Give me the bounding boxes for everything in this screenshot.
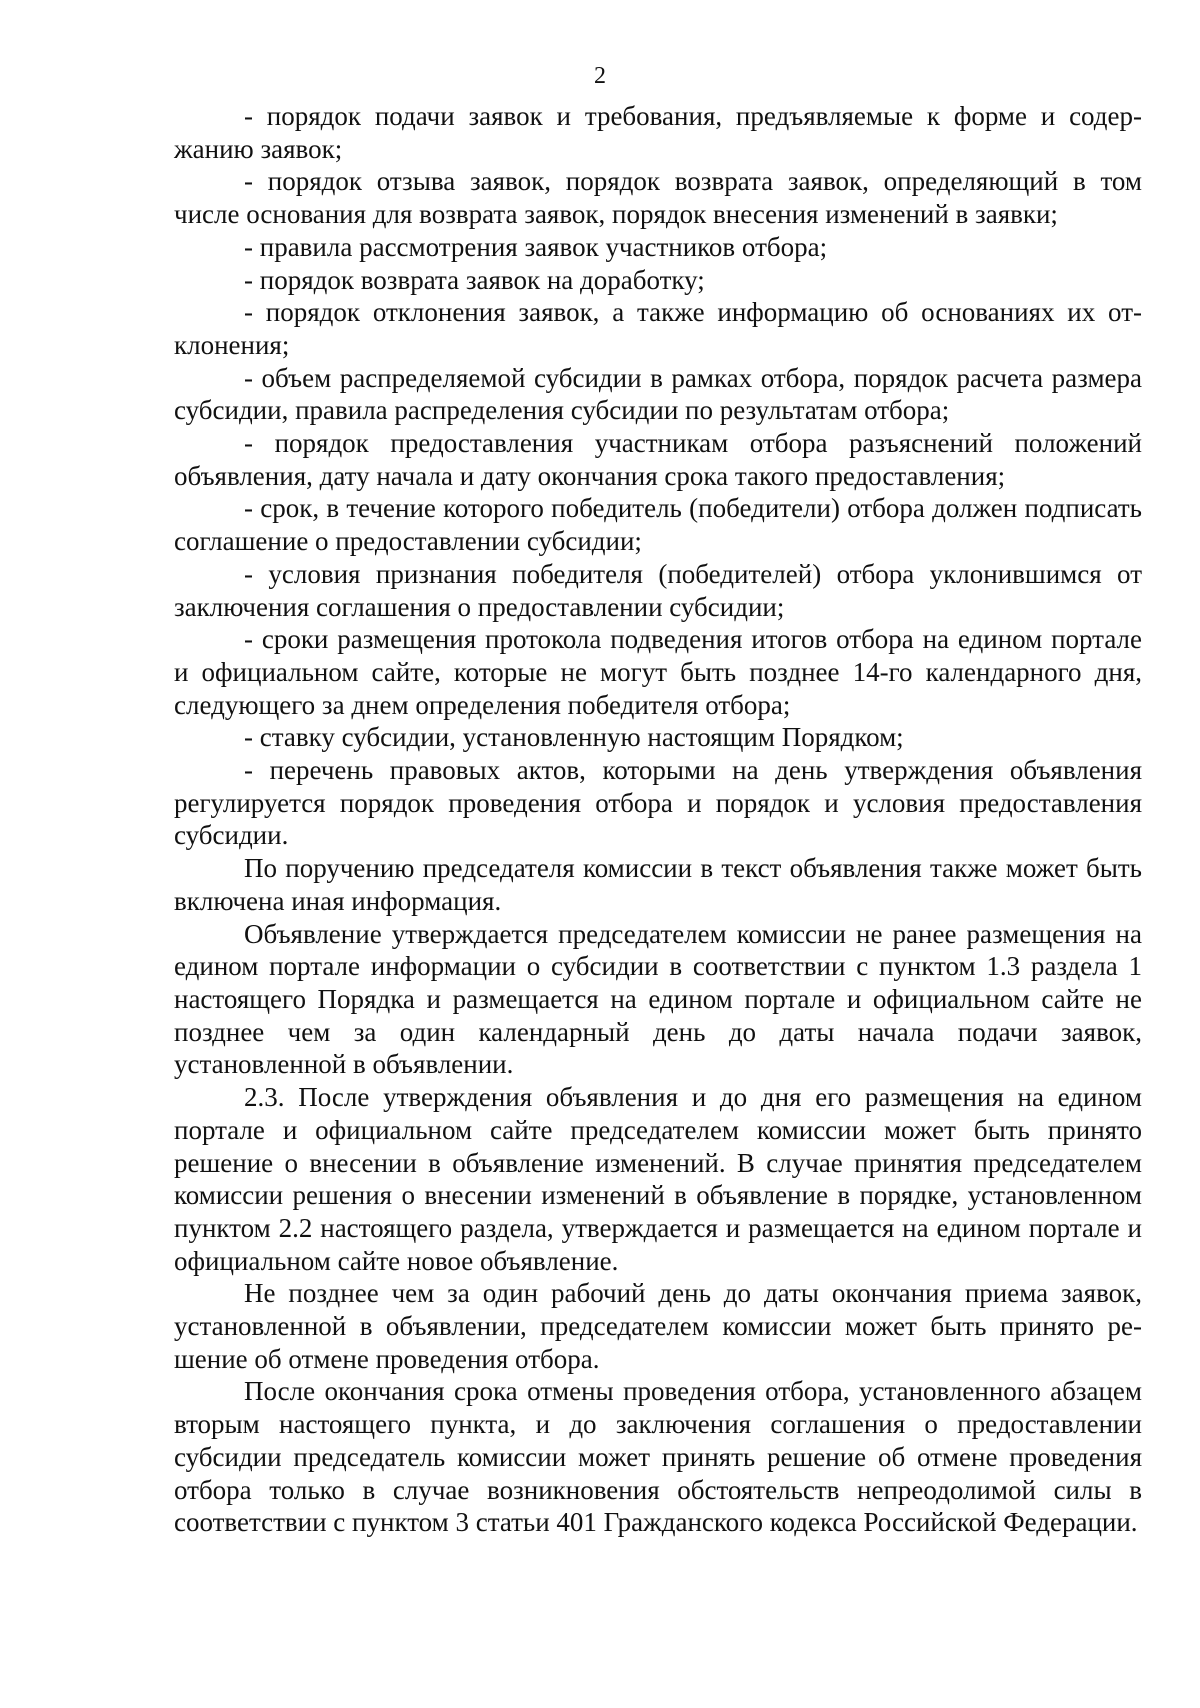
- list-item: - объем распределяемой субсидии в рамках отбора, порядок расчета размера субсидии, правила распределения субсидии по результатам отбора;: [174, 362, 1142, 426]
- list-item: - порядок предоставления участникам отбора разъяснений положений объявления, дату начала и дату окончания срока такого предоставления;: [174, 428, 1142, 491]
- list-item: - срок, в течение которого победитель (победители) отбора должен подписать соглашение о предоставлении субсидии;: [174, 493, 1142, 557]
- body-paragraph: Объявление утверждается председателем комиссии не ранее размещения на едином портале информации о субсидии в соответствии с пунктом 1.3 раздела 1 настоящего Порядка и размещается на едином портале и официальном сайте не позднее чем за один календарный день до даты начала подачи заявок, установленной в объявлении.: [174, 918, 1142, 1080]
- list-item: - ставку субсидии, установленную настоящим Порядком;: [244, 722, 904, 753]
- list-item: - порядок отклонения заявок, а также информацию об основаниях их отклонения;: [174, 297, 1142, 360]
- body-paragraph: Не позднее чем за один рабочий день до даты окончания приема заявок, установленной в объявлении, председателем комиссии может быть принято решение об отмене проведения отбора.: [174, 1278, 1142, 1374]
- list-item: - перечень правовых актов, которыми на день утверждения объявления регулируется порядок проведения отбора и порядок и условия предоставления субсидии.: [174, 755, 1142, 851]
- section-paragraph-2-3: 2.3. После утверждения объявления и до дня его размещения на едином портале и официальном сайте председателем комиссии может быть принято решение о внесении в объявление изменений. В случае принятия председателем комиссии решения о внесении изменений в объявление в порядке, установленном пунктом 2.2 настоящего раздела, утверждается и размещается на едином портале и официальном сайте новое объявление.: [174, 1082, 1142, 1276]
- list-item: - условия признания победителя (победителей) отбора уклонившимся от заключения соглашения о предоставлении субсидии;: [174, 558, 1142, 622]
- list-item: - сроки размещения протокола подведения итогов отбора на едином портале и официальном сайте, которые не могут быть позднее 14-го календарного дня, следующего за днем определения победителя отбора;: [174, 624, 1142, 720]
- body-paragraph: После окончания срока отмены проведения отбора, установленного абзацем вторым настоящего пункта, и до заключения соглашения о предоставлении субсидии председатель комиссии может принять решение об отмене проведения отбора только в случае возникновения обстоятельств непреодолимой силы в соответствии с пунктом 3 статьи 401 Гражданского кодекса Российской Федерации.: [174, 1376, 1142, 1538]
- list-item: - порядок отзыва заявок, порядок возврата заявок, определяющий в том числе основания для возврата заявок, порядок внесения изменений в заявки;: [174, 166, 1142, 230]
- list-item: - порядок возврата заявок на доработку;: [244, 264, 705, 295]
- page-number: 2: [594, 63, 606, 89]
- list-item: - порядок подачи заявок и требования, предъявляемые к форме и содержанию заявок;: [174, 101, 1142, 164]
- list-item: - правила рассмотрения заявок участников отбора;: [244, 231, 828, 262]
- body-paragraph: По поручению председателя комиссии в текст объявления также может быть включена иная информация.: [174, 853, 1142, 916]
- document-body: [174, 100, 1142, 1539]
